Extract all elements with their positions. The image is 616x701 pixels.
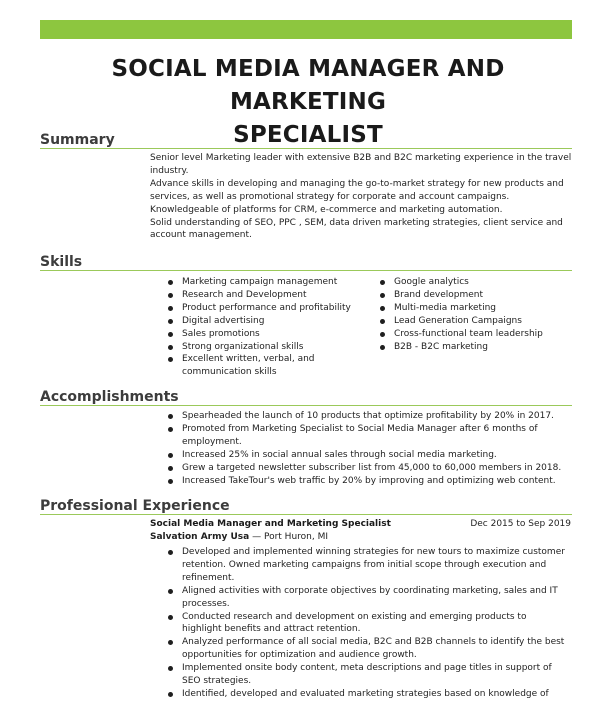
skill-item: Excellent written, verbal, and communication skills — [166, 353, 332, 379]
skill-item: Marketing campaign management — [166, 276, 366, 289]
skills-list-left — [166, 276, 366, 379]
job-dates: Dec 2015 to Sep 2019 — [470, 519, 571, 529]
duty-item: Identified, developed and evaluated marketing strategies based on knowledge of — [166, 688, 566, 701]
skill-item: Product performance and profitability — [166, 302, 366, 315]
section-heading-skills: Skills — [40, 254, 83, 270]
skill-item: Brand development — [378, 289, 568, 302]
job-company: Salvation Army Usa — [150, 532, 250, 542]
duty-item: Analyzed performance of all social media, B2C and B2B channels to identify the best opportunities for optimization and audience growth. — [166, 636, 566, 662]
skill-item: Digital advertising — [166, 315, 366, 328]
duty-item: Conducted research and development on existing and emerging products to highlight benefits and attract retention. — [166, 611, 566, 637]
duty-item: Aligned activities with corporate objectives by coordinating marketing, sales and IT processes. — [166, 585, 566, 611]
summary-text — [150, 152, 572, 242]
section-rule — [40, 514, 572, 515]
section-heading-summary: Summary — [40, 132, 115, 148]
skill-item: Multi-media marketing — [378, 302, 568, 315]
duty-item: Developed and implemented winning strategies for new tours to maximize customer retention. Owned marketing campaigns from initial scope through execution and refinement. — [166, 546, 566, 585]
summary-line: Advance skills in developing and managing the go-to-market strategy for new products and services, as well as promotional strategy for corporate and account campaigns. — [150, 178, 564, 202]
skill-item: Google analytics — [378, 276, 568, 289]
section-heading-accomplishments: Accomplishments — [40, 389, 179, 405]
accomplishment-item: Grew a targeted newsletter subscriber list from 45,000 to 60,000 members in 2018. — [166, 462, 566, 475]
accomplishments-list — [166, 410, 566, 487]
summary-line: Knowledgeable of platforms for CRM, e-commerce and marketing automation. — [150, 204, 503, 215]
accomplishment-item: Increased 25% in social annual sales through social media marketing. — [166, 449, 566, 462]
accomplishment-item: Spearheaded the launch of 10 products that optimize profitability by 20% in 2017. — [166, 410, 566, 423]
job-location: Port Huron, MI — [263, 532, 328, 542]
summary-line: Senior level Marketing leader with extensive B2B and B2C marketing experience in the travel industry. — [150, 153, 572, 176]
section-rule — [40, 148, 572, 149]
header-accent-bar — [40, 20, 572, 39]
skill-item: B2B - B2C marketing — [378, 341, 568, 354]
section-rule — [40, 270, 572, 271]
skills-list-right — [378, 276, 568, 353]
job-company-line — [150, 532, 328, 542]
skill-item: Strong organizational skills — [166, 341, 366, 354]
section-rule — [40, 405, 572, 406]
skill-item: Sales promotions — [166, 328, 366, 341]
skill-item: Cross-functional team leadership — [378, 328, 568, 341]
duty-item: Implemented onsite body content, meta descriptions and page titles in support of SEO strategies. — [166, 662, 566, 688]
accomplishment-item: Increased TakeTour's web traffic by 20% by improving and optimizing web content. — [166, 475, 566, 488]
title-line-1: SOCIAL MEDIA MANAGER AND MARKETING — [111, 56, 505, 115]
skill-item: Research and Development — [166, 289, 366, 302]
job-title: Social Media Manager and Marketing Specialist — [150, 519, 391, 529]
summary-line: Solid understanding of SEO, PPC , SEM, data driven marketing strategies, client service and account management. — [150, 217, 563, 241]
company-separator: — — [252, 532, 262, 542]
section-heading-experience: Professional Experience — [40, 498, 230, 514]
accomplishment-item: Promoted from Marketing Specialist to Social Media Manager after 6 months of employment. — [166, 423, 542, 449]
skill-item: Lead Generation Campaigns — [378, 315, 568, 328]
job-duties-list — [166, 546, 566, 701]
title-line-2: SPECIALIST — [233, 122, 383, 148]
